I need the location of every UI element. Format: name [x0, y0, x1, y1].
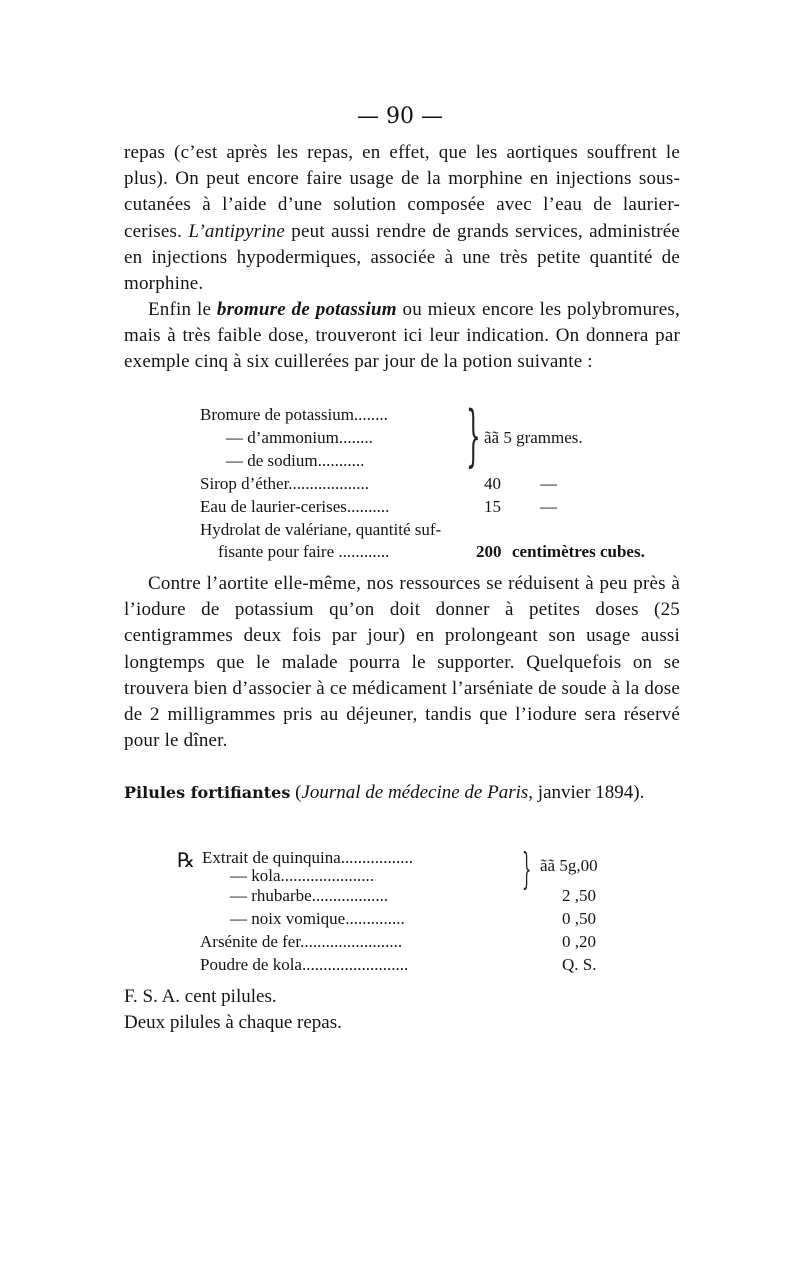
pill-qty-5: 0 ,20 [562, 932, 596, 951]
bromure-term: bromure de potassium [216, 299, 397, 320]
pill-line-4: — noix vomique.............. [230, 909, 405, 928]
potion-line-3: — de sodium........... [226, 451, 365, 470]
potion-qty-7: 200 [476, 542, 502, 561]
pill-line-1: Extrait de quinquina................. [202, 848, 414, 867]
pill-line-2: — kola...................... [230, 866, 375, 885]
potion-unit-4: — [540, 474, 557, 493]
pill-brace-symbol: } [522, 844, 532, 893]
pill-group-qty: ãã 5g,00 [540, 856, 598, 875]
section-source-open: ( [290, 782, 302, 803]
rx-icon: ℞ [177, 850, 195, 872]
section-title: Pilules fortifiantes [124, 783, 291, 802]
section-heading [124, 779, 680, 806]
potion-line-6: Hydrolat de valériane, quantité suf- [200, 520, 442, 539]
pill-qty-4: 0 ,50 [562, 909, 596, 928]
potion-line-5: Eau de laurier-cerises.......... [200, 497, 390, 516]
paragraph-2-text-a: Enfin le [148, 299, 217, 320]
paragraph-3-text: Contre l’aortite elle-même, nos ressources se réduisent à peu près à l’iodure de potassium qu’on doit donner à petites doses (25 centigrammes deux fois par jour) en prolongeant son usage aussi longtemps que le malade pourra le supporter. Quelquefois on se trouvera bien d’associer à ce médicament l’arséniate de soude à la dose de 2 milligrammes pris au déjeuner, tandis que l’iodure sera réservé pour le dîner. [124, 573, 680, 752]
pill-line-5: Arsénite de fer........................ [200, 932, 403, 951]
potion-line-2: — d’ammonium........ [226, 428, 373, 447]
pill-qty-3: 2 ,50 [562, 886, 596, 905]
pill-line-3: — rhubarbe.................. [230, 886, 389, 905]
potion-line-1: Bromure de potassium........ [200, 405, 388, 424]
paragraph-1-text-a: repas (c’est après les repas, en effet, que les aortiques souffrent le plus). On peut encore faire usage de la morphine en injections sous-cutanées à l’aide d’une solution composée avec l’eau de laurier-cerises. [124, 142, 680, 242]
page-number: — 90 — [357, 104, 443, 129]
paragraph-1-text-c: peut aussi rendre de grands services, administrée en injections hypodermiques, associée à une très petite quantité de morphine. [124, 220, 680, 295]
section-source-rest: , janvier 1894). [528, 782, 645, 803]
pill-line-6: Poudre de kola......................... [200, 955, 409, 974]
antipyrine-term: L’antipyrine [188, 220, 286, 242]
potion-line-7: fisante pour faire ............ [218, 542, 390, 561]
potion-unit-5: — [540, 497, 557, 516]
closing-line-1: F. S. A. cent pilules. [124, 986, 277, 1007]
closing-line-2: Deux pilules à chaque repas. [124, 1012, 342, 1033]
paragraph-2-text-c: ou mieux encore les polybromures, mais à très faible dose, trouveront ici leur indication. On donnera par exemple cinq à six cuillerées par jour de la potion suivante : [124, 299, 680, 373]
pill-qty-6: Q. S. [562, 955, 597, 974]
potion-group-qty: ãã 5 grammes. [484, 428, 583, 447]
potion-line-4: Sirop d’éther................... [200, 474, 370, 493]
potion-qty-4: 40 [484, 474, 501, 493]
paragraph-3 [124, 571, 680, 754]
paragraph-1 [124, 140, 680, 297]
paragraph-2 [124, 297, 680, 376]
potion-unit-7: centimètres cubes. [512, 542, 645, 561]
potion-qty-5: 15 [484, 497, 501, 516]
brace-symbol: } [466, 397, 481, 474]
section-source-journal: Journal de médecine de Paris [301, 782, 529, 803]
